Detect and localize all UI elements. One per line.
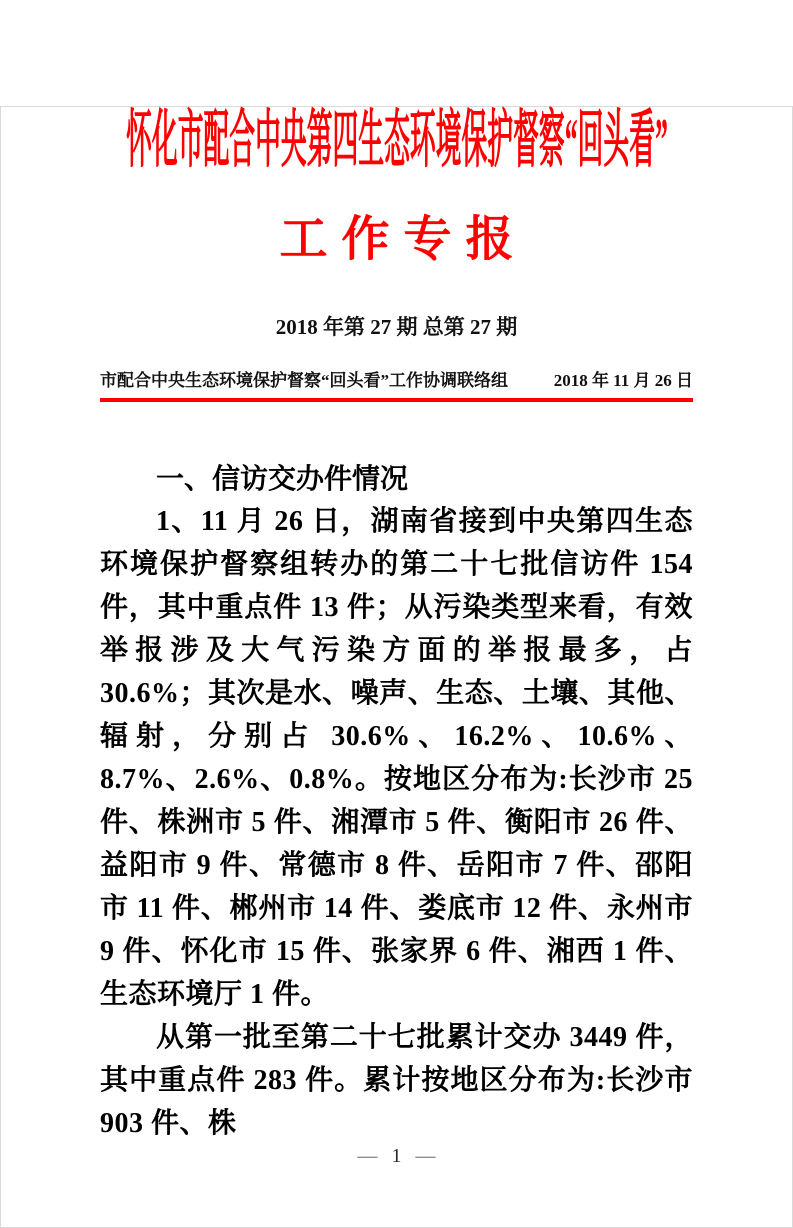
section-heading: 一、信访交办件情况 bbox=[156, 463, 409, 494]
masthead-divider-rule bbox=[100, 398, 693, 402]
issuing-org: 市配合中央生态环境保护督察“回头看”工作协调联络组 bbox=[100, 371, 508, 390]
masthead-subtitle: 工作专报 bbox=[279, 213, 528, 266]
document-page bbox=[0, 106, 793, 1228]
page-number-dash-left: — bbox=[357, 1145, 378, 1167]
masthead bbox=[100, 106, 693, 402]
masthead-title-text: 怀化市配合中央第四生态环境保护督察“回头看” bbox=[125, 105, 668, 175]
page-number-dash-right: — bbox=[415, 1145, 436, 1167]
body-paragraph: 1、11 月 26 日，湖南省接到中央第四生态环境保护督察组转办的第二十七批信访件 154 件，其中重点件 13 件；从污染类型来看，有效举报涉及大气污染方面的举报最多，占 30.6%；其次是水、噪声、生态、土壤、其他、辐射，分别占 30.6%、16.2%、10.6%、8.7%、2.6%、0.8%。按地区分布为:长沙市 25 件、株洲市 5 件、湘潭市 5 件、衡阳市 26 件、益阳市 9 件、常德市 8 件、岳阳市 7 件、邵阳市 11 件、郴州市 14 件、娄底市 12 件、永州市 9 件、怀化市 15 件、张家界 6 件、湘西 1 件、生态环境厅 1 件。 bbox=[100, 506, 693, 1010]
body-paragraph: 从第一批至第二十七批累计交办 3449 件，其中重点件 283 件。累计按地区分布为:长沙市 903 件、株 bbox=[100, 1022, 693, 1139]
page-number bbox=[0, 1144, 793, 1168]
issue-date: 2018 年 11 月 26 日 bbox=[553, 371, 693, 390]
issue-info: 2018 年第 27 期 总第 27 期 bbox=[275, 315, 518, 339]
org-date-row bbox=[100, 370, 693, 392]
page-number-value: 1 bbox=[391, 1145, 402, 1167]
document-body bbox=[100, 457, 693, 1145]
masthead-title bbox=[100, 106, 693, 174]
